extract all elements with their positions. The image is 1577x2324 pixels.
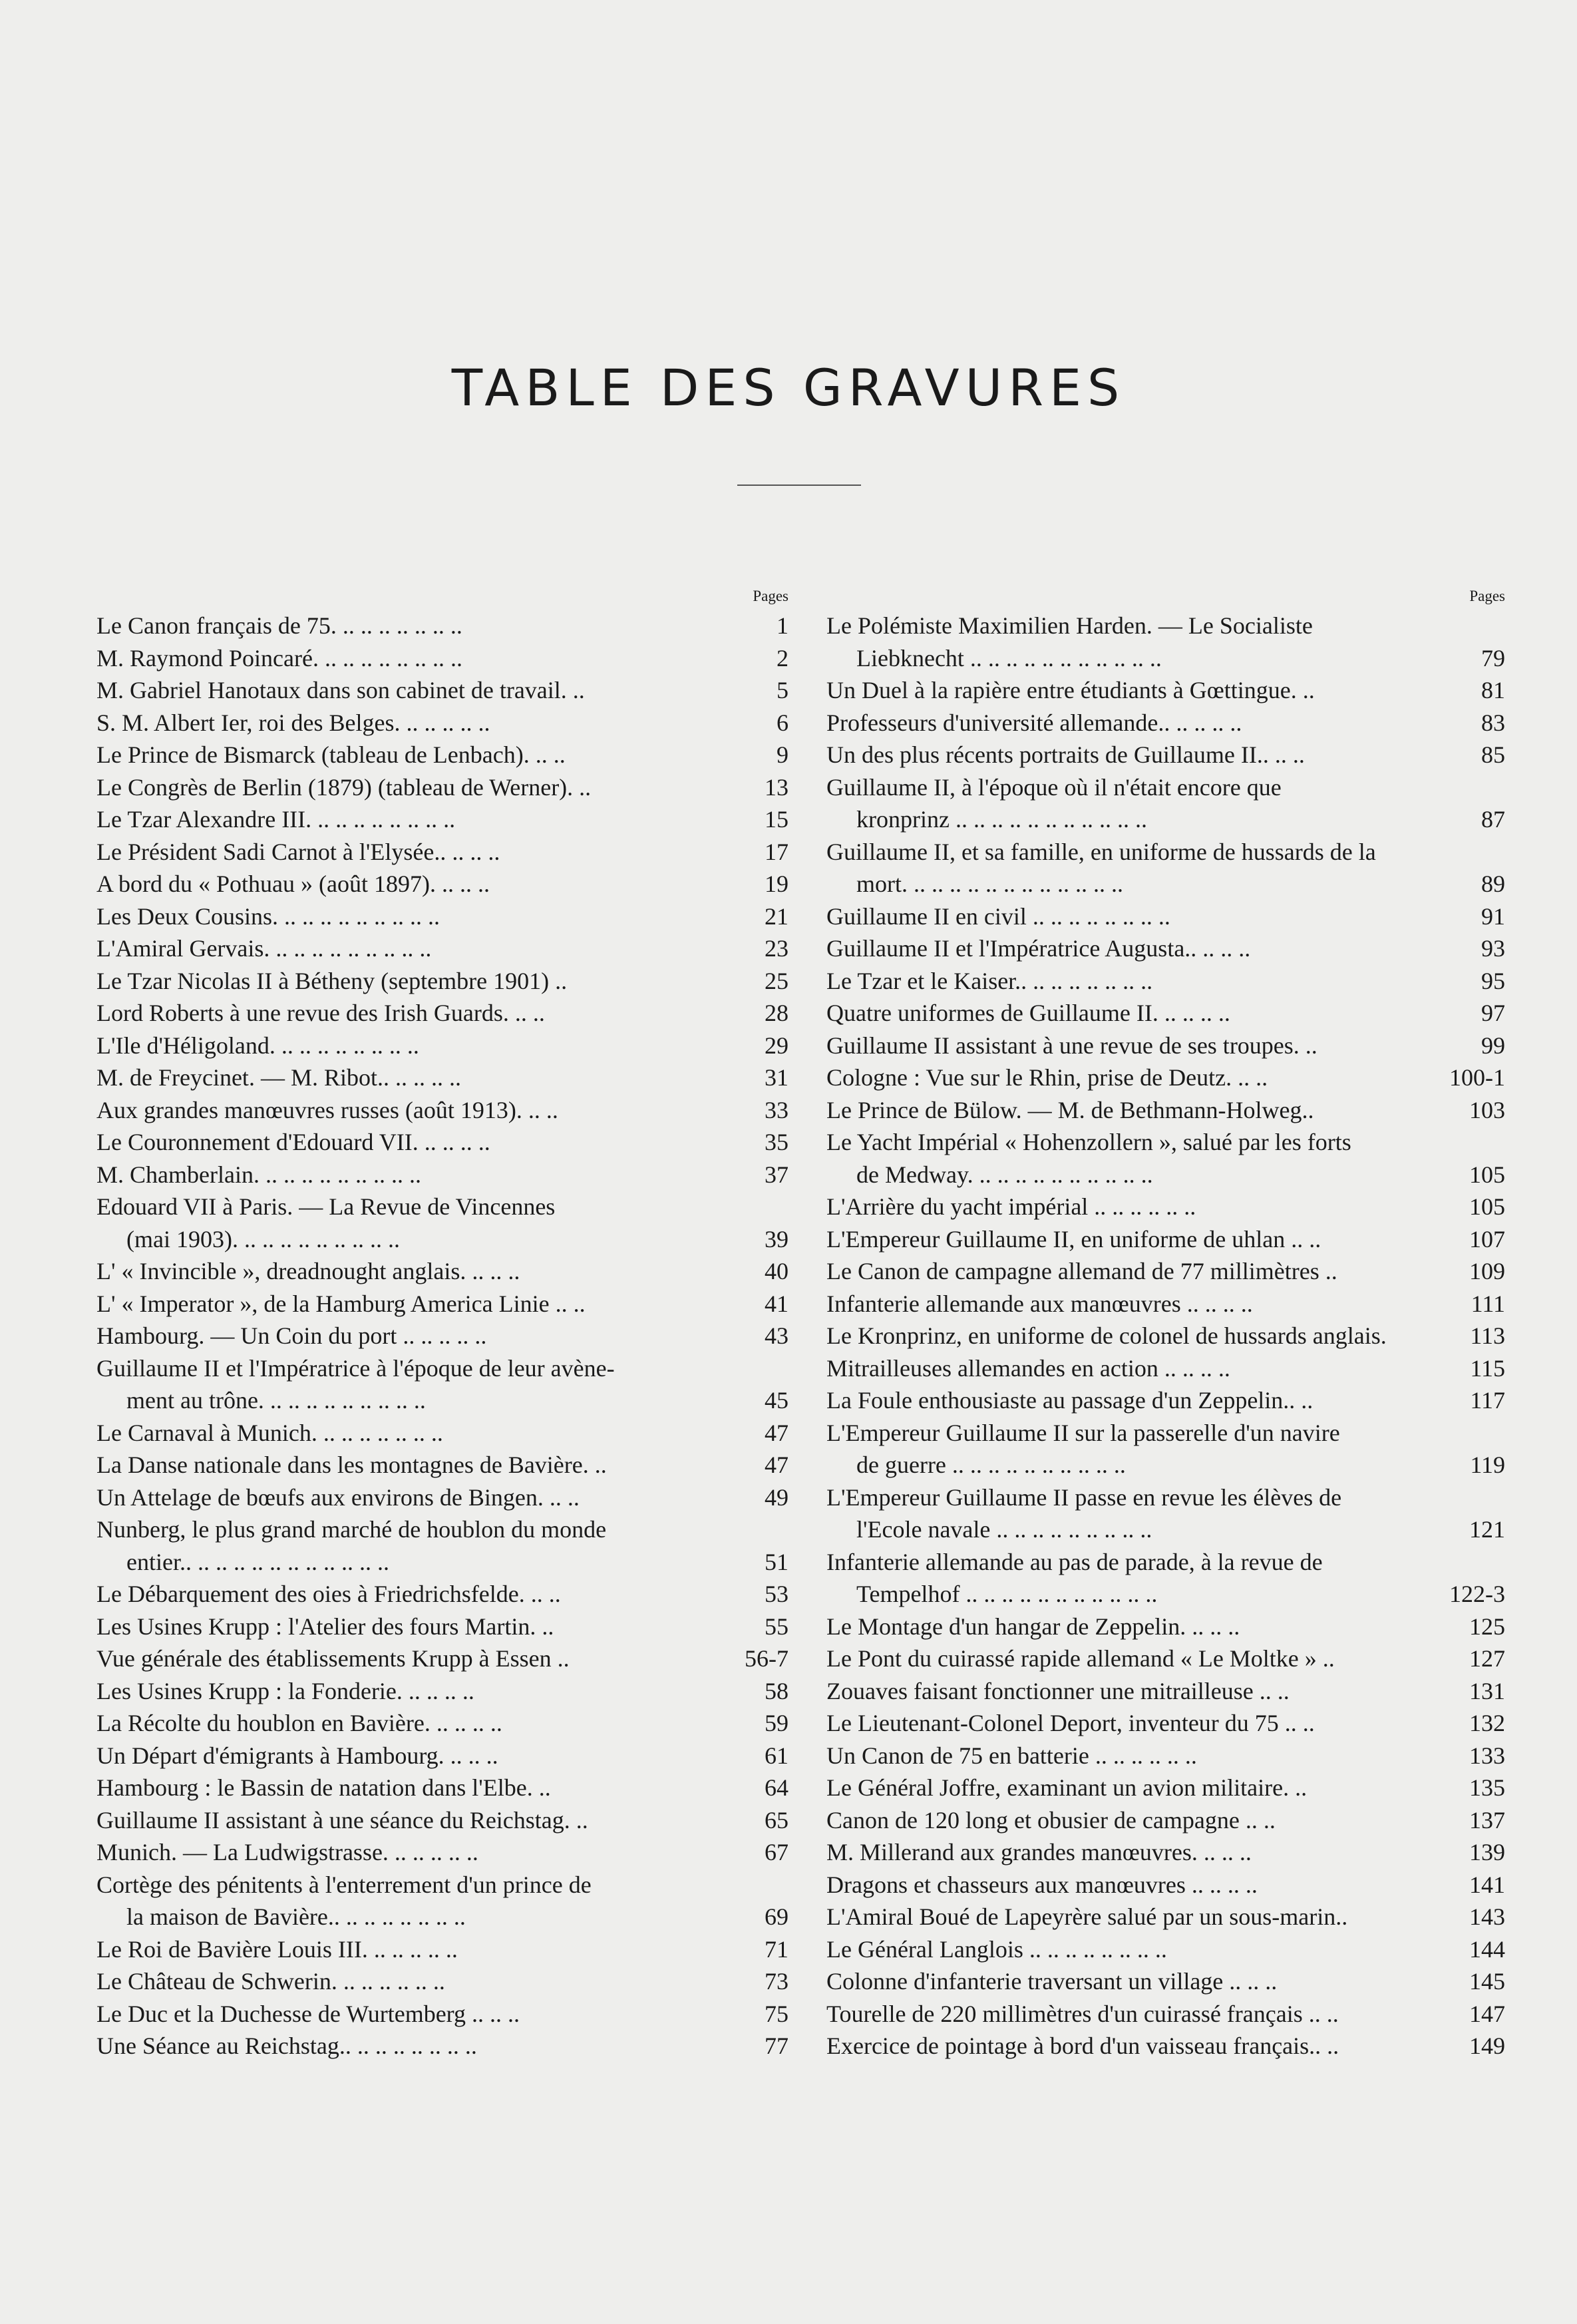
entry-title-line: Les Usines Krupp : la Fonderie. .. .. .. .. — [96, 1677, 474, 1704]
entry-title-line: M. Millerand aux grandes manœuvres. .. .. .. — [826, 1839, 1252, 1865]
entry-title-line: Guillaume II et l'Impératrice à l'époque de leur avène- — [96, 1354, 615, 1382]
entry-title-line: Le Duc et la Duchesse de Wurtemberg .. .. .. — [96, 2000, 520, 2027]
toc-entry — [96, 1320, 788, 1352]
toc-entry — [826, 1707, 1505, 1740]
toc-entry — [96, 1740, 788, 1772]
toc-entry — [96, 965, 788, 998]
entry-title-line: Hambourg. — Un Coin du port .. .. .. .. .. — [96, 1322, 487, 1349]
toc-entry — [826, 1320, 1505, 1352]
entry-page-number: 81 — [1481, 677, 1505, 703]
entry-page-number: 73 — [765, 1968, 788, 1995]
toc-entry — [826, 1998, 1505, 2031]
left-entries — [96, 610, 788, 2062]
toc-entry — [96, 803, 788, 836]
toc-entry — [826, 1288, 1505, 1320]
toc-entry — [96, 1513, 788, 1578]
entry-title-line: la maison de Bavière.. .. .. .. .. .. .. .. — [126, 1903, 466, 1930]
toc-entry — [826, 965, 1505, 998]
entry-title-line: Le Pont du cuirassé rapide allemand « Le Moltke » .. — [826, 1645, 1335, 1672]
toc-entry — [96, 1352, 788, 1417]
entry-page-number: 117 — [1470, 1387, 1505, 1414]
entry-page-number: 79 — [1481, 644, 1505, 672]
toc-entry — [96, 2030, 788, 2062]
entry-title-line: Zouaves faisant fonctionner une mitrailleuse .. .. — [826, 1677, 1290, 1704]
toc-entry — [96, 1998, 788, 2031]
toc-entry — [826, 997, 1505, 1030]
entry-title-line: Le Yacht Impérial « Hohenzollern », salué par les forts — [826, 1129, 1351, 1155]
toc-entry — [826, 1481, 1505, 1546]
entry-title-line: Vue générale des établissements Krupp à Essen .. — [96, 1645, 570, 1672]
entry-title-line: Le Polémiste Maximilien Harden. — Le Socialiste — [826, 612, 1313, 639]
pages-header-left: Pages — [753, 588, 788, 604]
toc-entry — [96, 1933, 788, 1966]
entry-page-number: 64 — [765, 1774, 788, 1801]
entry-page-number: 51 — [765, 1548, 788, 1575]
entry-page-number: 19 — [765, 871, 788, 897]
entry-title-line: Le Couronnement d'Edouard VII. .. .. .. .. — [96, 1129, 490, 1155]
entry-page-number: 5 — [777, 677, 788, 703]
toc-entry — [826, 1030, 1505, 1062]
entry-page-number: 87 — [1481, 806, 1505, 833]
entry-page-number: 111 — [1471, 1290, 1505, 1317]
toc-entry — [96, 610, 788, 642]
entry-page-number: 47 — [765, 1452, 788, 1478]
entry-title-line: Tourelle de 220 millimètres d'un cuirassé français .. .. — [826, 2000, 1339, 2027]
entry-page-number: 31 — [765, 1064, 788, 1091]
toc-entry — [826, 1062, 1505, 1094]
entry-page-number: 65 — [765, 1806, 788, 1834]
entry-title-line: Guillaume II assistant à une revue de ses troupes. .. — [826, 1032, 1317, 1059]
entry-page-number: 141 — [1469, 1871, 1505, 1898]
entry-page-number: 75 — [765, 2000, 788, 2027]
entry-page-number: 69 — [765, 1903, 788, 1930]
entry-title-line: Le Canon français de 75. .. .. .. .. .. .. .. — [96, 612, 462, 639]
entry-title-line: L'Amiral Gervais. .. .. .. .. .. .. .. .. .. — [96, 935, 432, 962]
title-divider — [737, 484, 861, 486]
toc-entry — [826, 1191, 1505, 1223]
toc-entry — [96, 932, 788, 965]
entry-page-number: 113 — [1470, 1322, 1505, 1349]
entry-title-line: Un Duel à la rapière entre étudiants à Gœttingue. .. — [826, 677, 1315, 703]
toc-entry — [96, 642, 788, 675]
entry-page-number: 119 — [1470, 1452, 1505, 1478]
entry-title-line: Guillaume II en civil .. .. .. .. .. .. .. .. — [826, 902, 1170, 930]
entry-title-line: Le Président Sadi Carnot à l'Elysée.. .. .. .. — [96, 838, 500, 865]
entry-title-line: Tempelhof .. .. .. .. .. .. .. .. .. .. .. — [856, 1581, 1158, 1607]
toc-entry — [96, 1643, 788, 1675]
entry-page-number: 33 — [765, 1096, 788, 1123]
toc-entry — [96, 1611, 788, 1643]
toc-entry — [96, 1869, 788, 1933]
entry-page-number: 135 — [1469, 1774, 1505, 1801]
entry-page-number: 39 — [765, 1225, 788, 1253]
entry-page-number: 53 — [765, 1581, 788, 1607]
entry-title-line: Nunberg, le plus grand marché de houblon du monde — [96, 1516, 607, 1543]
entry-page-number: 28 — [765, 1000, 788, 1026]
entry-title-line: Guillaume II assistant à une séance du Reichstag. .. — [96, 1806, 588, 1834]
entry-title-line: Edouard VII à Paris. — La Revue de Vincennes — [96, 1193, 556, 1220]
toc-entry — [96, 1804, 788, 1837]
entry-title-line: Infanterie allemande au pas de parade, à la revue de — [826, 1548, 1323, 1575]
toc-entry — [826, 1804, 1505, 1837]
entry-title-line: Le Carnaval à Munich. .. .. .. .. .. .. .. — [96, 1419, 443, 1446]
entry-page-number: 85 — [1481, 741, 1505, 768]
toc-entry — [826, 1384, 1505, 1417]
page-title: TABLE DES GRAVURES — [451, 358, 1126, 417]
entry-title-line: Le Montage d'un hangar de Zeppelin. .. .. .. — [826, 1613, 1240, 1640]
entry-title-line: Le Roi de Bavière Louis III. .. .. .. .. .. — [96, 1935, 458, 1963]
toc-entry — [96, 1965, 788, 1998]
toc-entry — [826, 1675, 1505, 1708]
entry-title-line: Munich. — La Ludwigstrasse. .. .. .. .. .. — [96, 1839, 478, 1865]
entry-title-line: Le Tzar Nicolas II à Bétheny (septembre 1901) .. — [96, 967, 568, 994]
entry-title-line: L' « Imperator », de la Hamburg America Linie .. .. — [96, 1290, 586, 1317]
entry-page-number: 145 — [1469, 1968, 1505, 1995]
entry-title-line: Un Canon de 75 en batterie .. .. .. .. .. .. — [826, 1742, 1197, 1769]
entry-page-number: 23 — [765, 935, 788, 962]
entry-page-number: 107 — [1469, 1225, 1505, 1253]
entry-page-number: 67 — [765, 1839, 788, 1865]
entry-page-number: 55 — [765, 1613, 788, 1640]
toc-entry — [96, 1126, 788, 1159]
entry-page-number: 9 — [777, 741, 788, 768]
entry-page-number: 83 — [1481, 709, 1505, 736]
entry-title-line: Guillaume II, à l'époque où il n'était encore que — [826, 773, 1282, 801]
entry-title-line: L'Empereur Guillaume II, en uniforme de uhlan .. .. — [826, 1225, 1321, 1253]
entry-page-number: 56-7 — [745, 1645, 788, 1672]
entry-page-number: 77 — [765, 2033, 788, 2059]
entry-page-number: 21 — [765, 902, 788, 930]
entry-title-line: Le Canon de campagne allemand de 77 millimètres .. — [826, 1258, 1337, 1284]
entry-title-line: Dragons et chasseurs aux manœuvres .. .. .. .. — [826, 1871, 1258, 1898]
toc-entry — [96, 1675, 788, 1708]
entry-title-line: Infanterie allemande aux manœuvres .. .. .. .. — [826, 1290, 1253, 1317]
entry-title-line: Lord Roberts à une revue des Irish Guards. .. .. — [96, 1000, 545, 1026]
entry-title-line: La Danse nationale dans les montagnes de Bavière. .. — [96, 1452, 607, 1478]
toc-entry — [826, 1352, 1505, 1385]
toc-entry — [826, 2030, 1505, 2062]
entry-page-number: 49 — [765, 1483, 788, 1511]
entry-page-number: 2 — [777, 644, 788, 672]
entry-title-line: Canon de 120 long et obusier de campagne .. .. — [826, 1806, 1276, 1834]
toc-entry — [826, 1094, 1505, 1127]
entry-title-line: La Récolte du houblon en Bavière. .. .. .. .. — [96, 1710, 502, 1736]
toc-entry — [826, 1965, 1505, 1998]
toc-entry — [826, 1611, 1505, 1643]
toc-entry — [826, 1223, 1505, 1256]
toc-entry — [826, 1772, 1505, 1804]
entry-title-line: M. Raymond Poincaré. .. .. .. .. .. .. .. .. — [96, 644, 462, 672]
toc-entry — [826, 739, 1505, 771]
entry-title-line: Les Usines Krupp : l'Atelier des fours Martin. .. — [96, 1613, 554, 1640]
toc-entry — [96, 1094, 788, 1127]
entry-page-number: 95 — [1481, 967, 1505, 994]
entry-page-number: 43 — [765, 1322, 788, 1349]
entry-title-line: Le Débarquement des oies à Friedrichsfelde. .. .. — [96, 1581, 561, 1607]
entry-page-number: 29 — [765, 1032, 788, 1059]
entry-title-line: La Foule enthousiaste au passage d'un Zeppelin.. .. — [826, 1387, 1314, 1414]
toc-entry — [826, 836, 1505, 900]
entry-page-number: 100-1 — [1449, 1064, 1505, 1091]
entry-page-number: 99 — [1481, 1032, 1505, 1059]
entry-page-number: 25 — [765, 967, 788, 994]
toc-entry — [96, 868, 788, 900]
entry-page-number: 131 — [1469, 1677, 1505, 1704]
entry-title-line: Les Deux Cousins. .. .. .. .. .. .. .. .. .. — [96, 902, 440, 930]
entry-title-line: (mai 1903). .. .. .. .. .. .. .. .. .. — [126, 1225, 400, 1253]
entry-title-line: de Medway. .. .. .. .. .. .. .. .. .. .. — [856, 1161, 1153, 1188]
toc-entry — [96, 771, 788, 804]
toc-entry — [96, 739, 788, 771]
toc-entry — [826, 771, 1505, 836]
toc-entry — [96, 900, 788, 933]
toc-entry — [96, 1062, 788, 1094]
toc-entry — [826, 610, 1505, 674]
entry-page-number: 133 — [1469, 1742, 1505, 1769]
entry-title-line: Le Lieutenant-Colonel Deport, inventeur du 75 .. .. — [826, 1710, 1315, 1736]
entry-title-line: L' « Invincible », dreadnought anglais. .. .. .. — [96, 1258, 520, 1284]
toc-entry — [826, 1643, 1505, 1675]
entry-title-line: Le Kronprinz, en uniforme de colonel de hussards anglais. — [826, 1322, 1387, 1349]
entry-page-number: 105 — [1469, 1193, 1505, 1220]
entry-title-line: Liebknecht .. .. .. .. .. .. .. .. .. .. .. — [856, 644, 1162, 672]
toc-entry — [826, 1546, 1505, 1611]
toc-entry — [826, 1126, 1505, 1191]
entry-title-line: L'Arrière du yacht impérial .. .. .. .. .. .. — [826, 1193, 1196, 1220]
entry-title-line: Le Prince de Bülow. — M. de Bethmann-Holweg.. — [826, 1096, 1314, 1123]
toc-entry — [826, 932, 1505, 965]
toc-entry — [96, 997, 788, 1030]
toc-entry — [826, 900, 1505, 933]
entry-page-number: 71 — [765, 1935, 788, 1963]
entry-page-number: 105 — [1469, 1161, 1505, 1188]
toc-entry — [96, 1288, 788, 1320]
entry-title-line: Professeurs d'université allemande.. .. .. .. .. — [826, 709, 1242, 736]
entry-title-line: A bord du « Pothuau » (août 1897). .. .. .. — [96, 871, 490, 897]
entry-title-line: L'Empereur Guillaume II passe en revue les élèves de — [826, 1483, 1342, 1511]
entry-title-line: Cologne : Vue sur le Rhin, prise de Deutz. .. .. — [826, 1064, 1268, 1091]
entry-page-number: 47 — [765, 1419, 788, 1446]
toc-entry — [826, 1417, 1505, 1481]
entry-page-number: 59 — [765, 1710, 788, 1736]
toc-entry — [826, 707, 1505, 739]
toc-entry — [96, 1449, 788, 1481]
toc-entry — [96, 1836, 788, 1869]
entry-title-line: Le Général Joffre, examinant un avion militaire. .. — [826, 1774, 1308, 1801]
entry-title-line: M. Gabriel Hanotaux dans son cabinet de travail. .. — [96, 677, 585, 703]
left-column — [96, 583, 788, 2062]
entry-title-line: Colonne d'infanterie traversant un village .. .. .. — [826, 1968, 1278, 1995]
entry-page-number: 1 — [777, 612, 788, 639]
entry-title-line: Le Tzar et le Kaiser.. .. .. .. .. .. .. .. — [826, 967, 1153, 994]
entry-page-number: 58 — [765, 1677, 788, 1704]
toc-entry — [826, 1869, 1505, 1901]
toc-entry — [96, 674, 788, 707]
entry-title-line: mort. .. .. .. .. .. .. .. .. .. .. .. .. — [856, 871, 1123, 897]
toc-entry — [826, 1901, 1505, 1933]
entry-title-line: Une Séance au Reichstag.. .. .. .. .. .. .. .. — [96, 2033, 477, 2059]
entry-page-number: 37 — [765, 1161, 788, 1188]
entry-title-line: Le Tzar Alexandre III. .. .. .. .. .. .. .. .. — [96, 806, 456, 833]
toc-entry — [96, 1255, 788, 1288]
entry-page-number: 13 — [765, 773, 788, 801]
pages-header-right: Pages — [1469, 588, 1505, 604]
entry-page-number: 89 — [1481, 871, 1505, 897]
toc-entry — [96, 1707, 788, 1740]
entry-page-number: 144 — [1469, 1935, 1505, 1963]
entry-page-number: 97 — [1481, 1000, 1505, 1026]
entry-title-line: Mitrailleuses allemandes en action .. .. .. .. — [826, 1354, 1230, 1382]
entry-page-number: 45 — [765, 1387, 788, 1414]
toc-entry — [96, 836, 788, 869]
entry-title-line: Le Château de Schwerin. .. .. .. .. .. .. — [96, 1968, 445, 1995]
toc-entry — [96, 1030, 788, 1062]
entry-page-number: 125 — [1469, 1613, 1505, 1640]
toc-entry — [96, 1772, 788, 1804]
entry-page-number: 6 — [777, 709, 788, 736]
entry-page-number: 132 — [1469, 1710, 1505, 1736]
entry-page-number: 121 — [1469, 1516, 1505, 1543]
entry-title-line: Guillaume II et l'Impératrice Augusta.. .. .. .. — [826, 935, 1251, 962]
entry-title-line: M. de Freycinet. — M. Ribot.. .. .. .. .. — [96, 1064, 461, 1091]
entry-title-line: L'Ile d'Héligoland. .. .. .. .. .. .. .. .. — [96, 1032, 419, 1059]
entry-title-line: Un Attelage de bœufs aux environs de Bingen. .. .. — [96, 1483, 580, 1511]
entry-title-line: L'Empereur Guillaume II sur la passerelle d'un navire — [826, 1419, 1340, 1446]
entry-page-number: 137 — [1469, 1806, 1505, 1834]
entry-title-line: Exercice de pointage à bord d'un vaisseau français.. .. — [826, 2033, 1339, 2059]
toc-entry — [826, 1933, 1505, 1966]
entry-title-line: Un Départ d'émigrants à Hambourg. .. .. .. — [96, 1742, 498, 1769]
entry-page-number: 93 — [1481, 935, 1505, 962]
entry-title-line: de guerre .. .. .. .. .. .. .. .. .. .. — [856, 1452, 1126, 1478]
entry-page-number: 61 — [765, 1742, 788, 1769]
entry-page-number: 35 — [765, 1129, 788, 1155]
entry-page-number: 147 — [1469, 2000, 1505, 2027]
toc-entry — [96, 707, 788, 739]
entry-title-line: Le Prince de Bismarck (tableau de Lenbach). .. .. — [96, 741, 566, 768]
entry-page-number: 40 — [765, 1258, 788, 1284]
entry-page-number: 109 — [1469, 1258, 1505, 1284]
entry-page-number: 15 — [765, 806, 788, 833]
entry-title-line: l'Ecole navale .. .. .. .. .. .. .. .. .. — [856, 1516, 1152, 1543]
entry-page-number: 17 — [765, 838, 788, 865]
entry-title-line: Un des plus récents portraits de Guillaume II.. .. .. — [826, 741, 1305, 768]
entry-title-line: S. M. Albert Ier, roi des Belges. .. .. .. .. .. — [96, 709, 490, 736]
entry-title-line: Aux grandes manœuvres russes (août 1913). .. .. — [96, 1096, 558, 1123]
toc-entry — [96, 1159, 788, 1191]
entry-title-line: L'Amiral Boué de Lapeyrère salué par un sous-marin.. — [826, 1903, 1348, 1930]
toc-entry — [96, 1481, 788, 1514]
right-entries — [826, 610, 1505, 2062]
right-column — [826, 583, 1505, 2062]
entry-page-number: 143 — [1469, 1903, 1505, 1930]
entry-page-number: 139 — [1469, 1839, 1505, 1865]
entry-page-number: 91 — [1481, 902, 1505, 930]
entry-page-number: 115 — [1470, 1354, 1505, 1382]
entry-title-line: M. Chamberlain. .. .. .. .. .. .. .. .. .. — [96, 1161, 421, 1188]
entry-title-line: entier.. .. .. .. .. .. .. .. .. .. .. .. — [126, 1548, 389, 1575]
entry-title-line: Guillaume II, et sa famille, en uniforme de hussards de la — [826, 838, 1376, 865]
toc-entry — [96, 1191, 788, 1255]
entry-title-line: Le Congrès de Berlin (1879) (tableau de Werner). .. — [96, 773, 592, 801]
entry-page-number: 41 — [765, 1290, 788, 1317]
toc-entry — [826, 1740, 1505, 1772]
toc-entry — [96, 1578, 788, 1611]
toc-entry — [826, 1836, 1505, 1869]
entry-page-number: 103 — [1469, 1096, 1505, 1123]
entry-title-line: Le Général Langlois .. .. .. .. .. .. .. .. — [826, 1935, 1167, 1963]
entry-title-line: kronprinz .. .. .. .. .. .. .. .. .. .. .. — [856, 806, 1147, 833]
entry-title-line: Quatre uniformes de Guillaume II. .. .. .. .. — [826, 1000, 1230, 1026]
entry-title-line: ment au trône. .. .. .. .. .. .. .. .. .. — [126, 1387, 426, 1414]
entry-page-number: 149 — [1469, 2033, 1505, 2059]
entry-page-number: 127 — [1469, 1645, 1505, 1672]
toc-entry — [826, 674, 1505, 707]
toc-entry — [96, 1417, 788, 1450]
toc-entry — [826, 1255, 1505, 1288]
entry-title-line: Hambourg : le Bassin de natation dans l'Elbe. .. — [96, 1774, 551, 1801]
entry-page-number: 122-3 — [1449, 1581, 1505, 1607]
entry-title-line: Cortège des pénitents à l'enterrement d'un prince de — [96, 1871, 592, 1898]
